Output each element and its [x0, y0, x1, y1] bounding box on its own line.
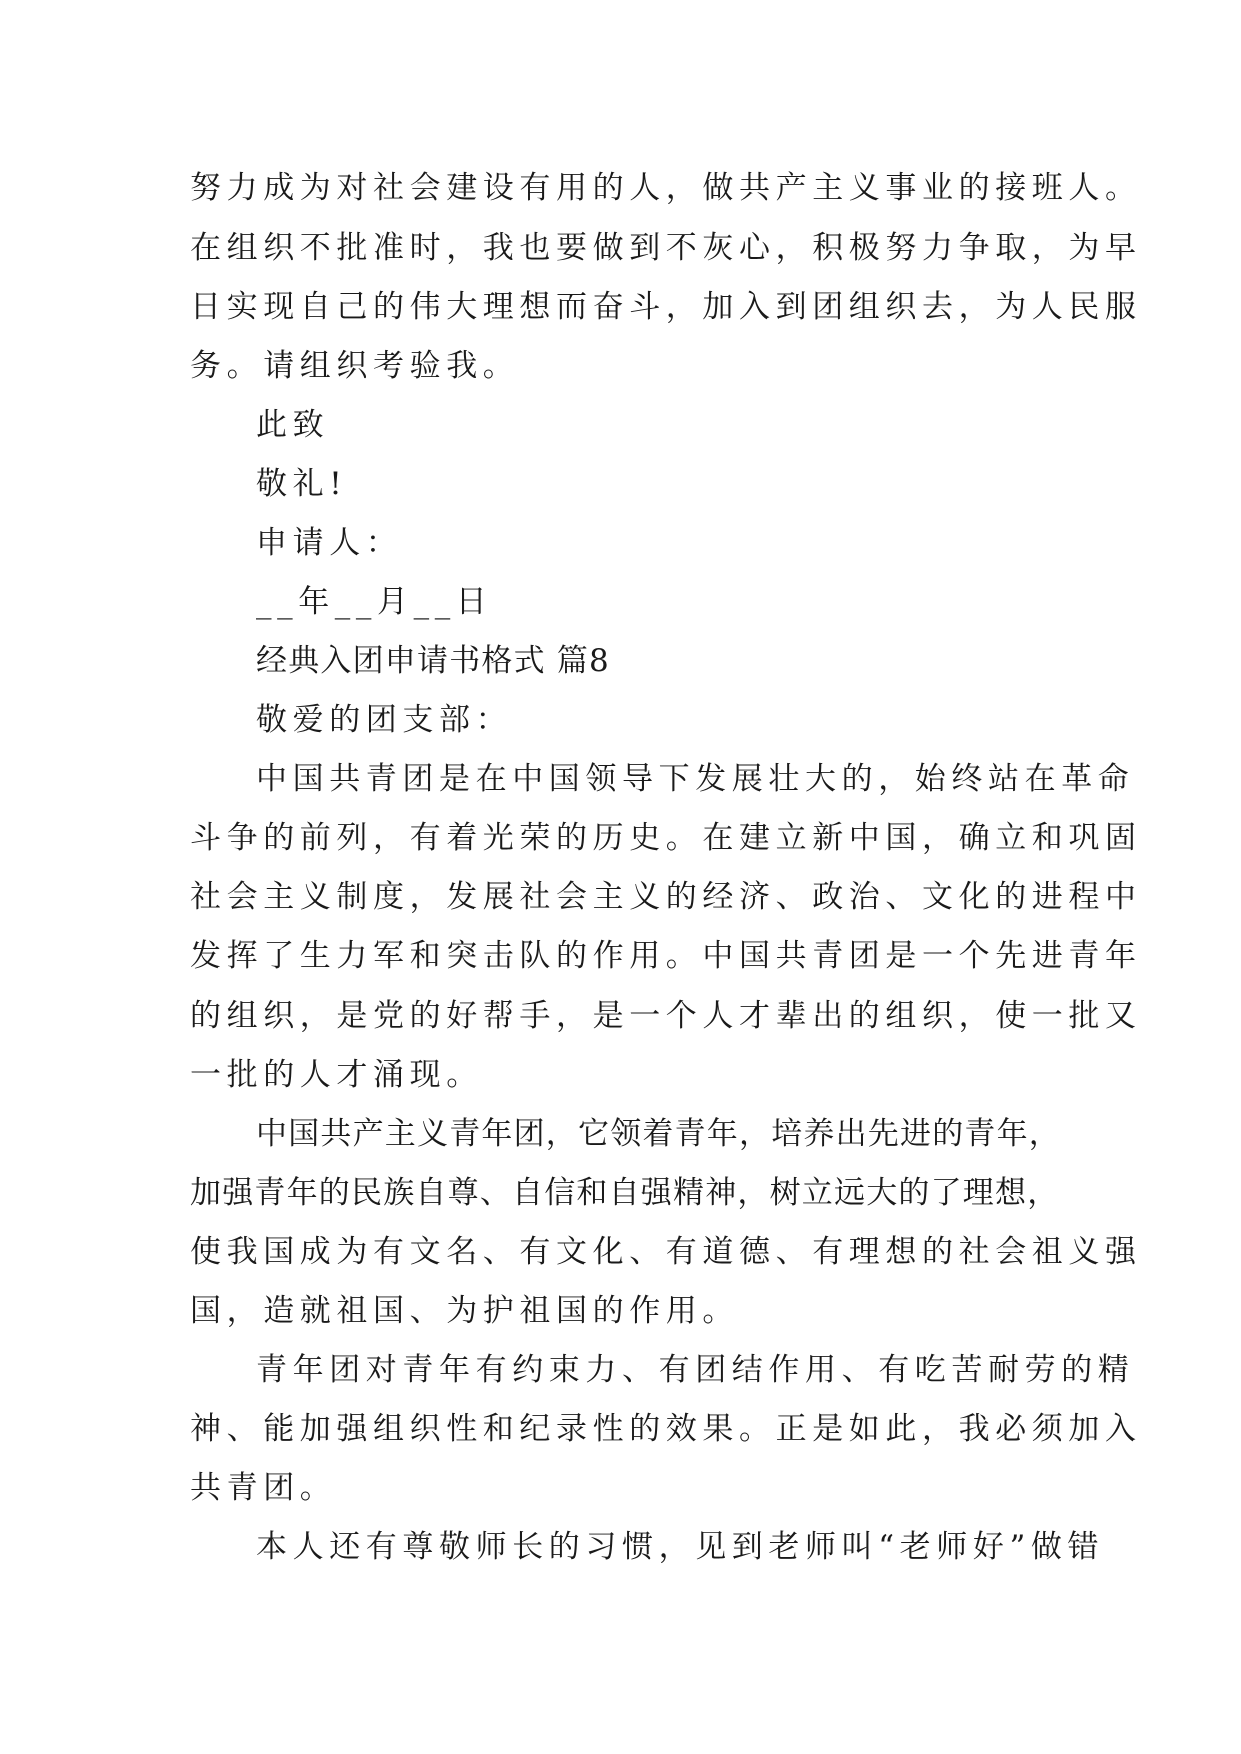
paragraph-line: 加强青年的民族自尊、自信和自强精神，树立远大的了理想， [190, 1175, 1060, 1211]
date-line: __年__月__日 [256, 584, 493, 620]
paragraph-line: 的组织，是党的好帮手，是一个人才辈出的组织，使一批又 [190, 998, 1142, 1034]
paragraph-line: 一批的人才涌现。 [190, 1057, 483, 1093]
paragraph-line: 努力成为对社会建设有用的人，做共产主义事业的接班人。 [190, 170, 1142, 206]
section-title: 经典入团申请书格式 篇8 [256, 643, 610, 679]
paragraph-line: 社会主义制度，发展社会主义的经济、政治、文化的进程中 [190, 879, 1142, 915]
salutation: 敬爱的团支部： [256, 702, 513, 738]
paragraph-line: 本人还有尊敬师长的习惯，见到老师叫“老师好”做错 [256, 1529, 1105, 1565]
paragraph-line: 斗争的前列，有着光荣的历史。在建立新中国，确立和巩固 [190, 820, 1142, 856]
paragraph-line: 中国共产主义青年团，它领着青年，培养出先进的青年， [256, 1116, 1061, 1152]
paragraph-line: 青年团对青年有约束力、有团结作用、有吃苦耐劳的精 [256, 1352, 1135, 1388]
paragraph-line: 在组织不批准时，我也要做到不灰心，积极努力争取，为早 [190, 230, 1142, 266]
paragraph-line: 务。请组织考验我。 [190, 348, 520, 384]
paragraph-line: 国，造就祖国、为护祖国的作用。 [190, 1293, 739, 1329]
paragraph-line: 使我国成为有文名、有文化、有道德、有理想的社会祖义强 [190, 1234, 1142, 1270]
paragraph-line: 中国共青团是在中国领导下发展壮大的，始终站在革命 [256, 761, 1135, 797]
applicant-label: 申请人： [256, 525, 403, 561]
paragraph-line: 发挥了生力军和突击队的作用。中国共青团是一个先进青年 [190, 938, 1142, 974]
closing-line: 敬礼! [256, 466, 348, 502]
paragraph-line: 共青团。 [190, 1470, 337, 1506]
paragraph-line: 神、能加强组织性和纪录性的效果。正是如此，我必须加入 [190, 1411, 1142, 1447]
paragraph-line: 日实现自己的伟大理想而奋斗，加入到团组织去，为人民服 [190, 289, 1142, 325]
closing-line: 此致 [256, 407, 330, 443]
